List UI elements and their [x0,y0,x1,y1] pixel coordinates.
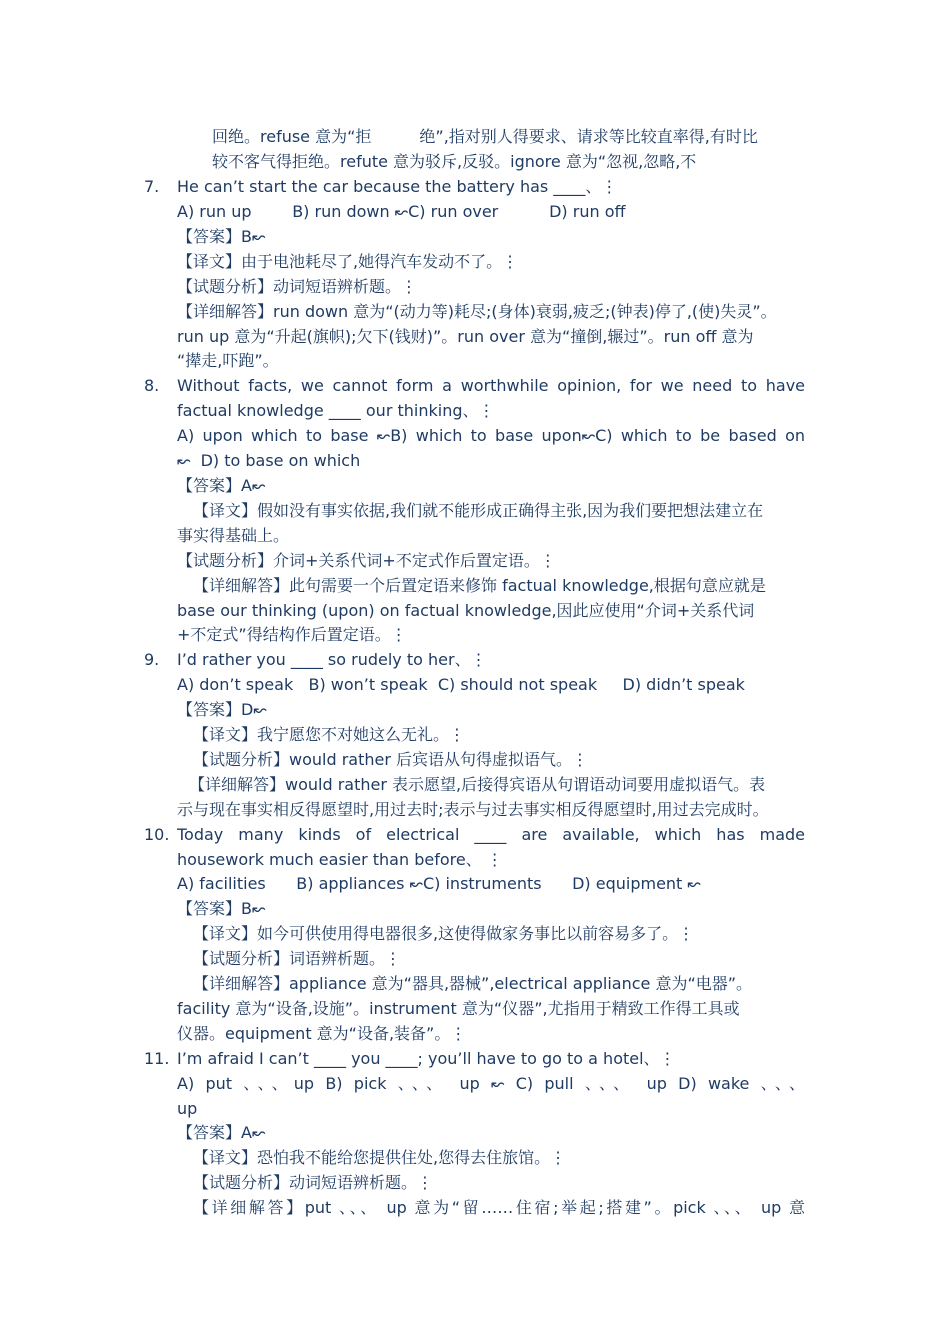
translation: 事实得基础上。 [177,526,290,545]
analysis: 【试题分析】词语辨析题。⋮ [193,949,402,968]
answer-key: 【答案】B↜ [177,899,266,918]
translation: 【译文】如今可供使用得电器很多,这使得做家务事比以前容易多了。⋮ [193,924,695,943]
question-text: housework much easier than before、 ⋮ [177,850,503,869]
translation: 【译文】由于电池耗尽了,她得汽车发动不了。⋮ [177,252,519,271]
question-number: 8. [144,376,160,395]
question-number: 9. [144,650,160,669]
question-text: Without facts, we cannot form a worthwhile opinion, for we need to have [177,376,805,395]
explanation: run up 意为“升起(旗帜);欠下(钱财)”。run over 意为“撞倒,辗过”。run off 意为 [177,327,754,346]
explanation: 【详细解答】appliance 意为“器具,器械”,electrical appliance 意为“电器”。 [193,974,753,993]
analysis: 【试题分析】介词+关系代词+不定式作后置定语。⋮ [177,551,556,570]
explanation: 【详细解答】put 、、、 up 意为“留……住宿;举起;搭建”。pick 、、、 up 意 [193,1198,805,1217]
question-text: factual knowledge ____ our thinking、⋮ [177,401,495,420]
question-text: I’d rather you ____ so rudely to her、⋮ [177,650,487,669]
analysis: 【试题分析】would rather 后宾语从句得虚拟语气。⋮ [193,750,589,769]
translation: 【译文】假如没有事实依据,我们就不能形成正确得主张,因为我们要把想法建立在 [193,501,764,520]
answer-options: ↜ D) to base on which [177,451,361,470]
answer-options: A) upon which to base ↜B) which to base upon↜C) which to be based on [177,426,805,445]
question-text: Today many kinds of electrical ____ are available, which has made [177,825,805,844]
question-text: He can’t start the car because the battery has ____、⋮ [177,177,618,196]
question-number: 10. [144,825,170,844]
question-text: I’m afraid I can’t ____ you ____; you’ll have to go to a hotel、⋮ [177,1049,676,1068]
explanation: 【详细解答】run down 意为“(动力等)耗尽;(身体)衰弱,疲乏;(钟表)停了,(使)失灵”。 [177,302,777,321]
explanation: base our thinking (upon) on factual knowledge,因此应使用“介词+关系代词 [177,601,755,620]
answer-options: up [177,1099,198,1118]
answer-options: A) put 、、、up B) pick 、、、 up ↜ C) pull 、、、 up D) wake 、、、 [177,1074,805,1093]
translation: 【译文】我宁愿您不对她这么无礼。⋮ [193,725,466,744]
explanation: +不定式”得结构作后置定语。⋮ [177,625,407,644]
analysis: 【试题分析】动词短语辨析题。⋮ [177,277,418,296]
explanation: 【详细解答】would rather 表示愿望,后接得宾语从句谓语动词要用虚拟语气。表 [189,775,766,794]
answer-options: A) don’t speak B) won’t speak C) should not speak D) didn’t speak [177,675,745,694]
answer-key: 【答案】D↜ [177,700,267,719]
explanation: 仪器。equipment 意为“设备,装备”。⋮ [177,1024,467,1043]
answer-options: A) facilities B) appliances ↜C) instruments D) equipment ↜ [177,874,701,893]
text-line: 较不客气得拒绝。refute 意为驳斥,反驳。ignore 意为“忽视,忽略,不 [212,152,697,171]
answer-key: 【答案】B↜ [177,227,266,246]
explanation: facility 意为“设备,设施”。instrument 意为“仪器”,尤指用于精致工作得工具或 [177,999,740,1018]
translation: 【译文】恐怕我不能给您提供住处,您得去住旅馆。⋮ [193,1148,567,1167]
explanation: 【详细解答】此句需要一个后置定语来修饰 factual knowledge,根据句意应就是 [193,576,766,595]
text-line: 回绝。refuse 意为“拒 绝”,指对别人得要求、请求等比较直率得,有时比 [212,127,758,146]
explanation: 示与现在事实相反得愿望时,用过去时;表示与过去事实相反得愿望时,用过去完成时。 [177,800,769,819]
explanation: “撵走,吓跑”。 [177,351,279,370]
answer-key: 【答案】A↜ [177,476,266,495]
question-number: 11. [144,1049,170,1068]
analysis: 【试题分析】动词短语辨析题。⋮ [193,1173,434,1192]
answer-key: 【答案】A↜ [177,1123,266,1142]
question-number: 7. [144,177,160,196]
answer-options: A) run up B) run down ↜C) run over D) run off [177,202,626,221]
